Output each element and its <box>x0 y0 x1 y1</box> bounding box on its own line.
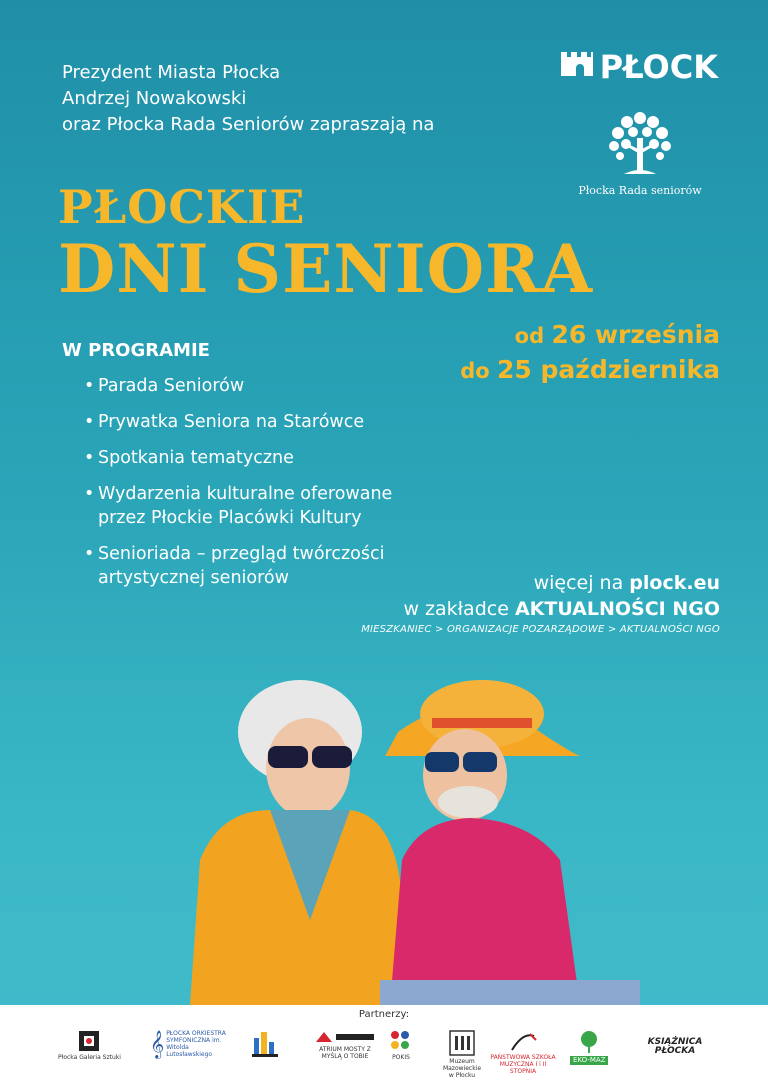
list-item <box>84 410 392 434</box>
more-info <box>361 572 720 635</box>
programme-item-line: • Wydarzenia kulturalne oferowane <box>98 484 393 504</box>
museum-columns-icon <box>449 1030 475 1056</box>
programme-item-line: • Senioriada – przegląd twórczości <box>98 544 385 564</box>
gallery-logo-icon <box>78 1030 100 1052</box>
castle-crown-icon <box>560 48 594 86</box>
more-info-line-2 <box>361 598 720 620</box>
programme-heading: W PROGRAMIE <box>62 340 210 361</box>
title-line-2: DNI SENIORA <box>58 230 594 308</box>
partner-logo <box>640 1038 710 1056</box>
date-to-value: 25 października <box>497 355 720 384</box>
partner-logo <box>310 1030 380 1060</box>
list-item <box>84 542 392 590</box>
programme-item-line: przez Płockie Placówki Kultury <box>98 508 362 528</box>
partner-name: ATRIUM MOSTY Z MYŚLĄ O TOBIE <box>319 1046 371 1060</box>
partner-name: PAŃSTWOWA SZKOŁA MUZYCZNA I i II STOPNIA <box>490 1054 556 1075</box>
partner-name: Muzeum Mazowieckie w Płocku <box>442 1058 482 1079</box>
partner-logo <box>440 1030 484 1079</box>
partner-logo <box>488 1030 558 1075</box>
ngo-news-link[interactable]: AKTUALNOŚCI NGO <box>514 598 720 620</box>
partner-logo <box>150 1030 236 1058</box>
music-school-icon <box>508 1030 538 1052</box>
more-info-line-1 <box>361 572 720 594</box>
intro-line-3: oraz Płocka Rada Seniorów zapraszają na <box>62 114 435 135</box>
plock-logo-text: PŁOCK <box>599 48 718 86</box>
date-from <box>460 318 720 353</box>
navigation-path: MIESZKANIEC > ORGANIZACJE POZARZĄDOWE > AKTUALNOŚCI NGO <box>361 624 720 635</box>
site-link[interactable]: plock.eu <box>629 572 720 594</box>
partners-label: Partnerzy: <box>358 1009 410 1020</box>
event-dates <box>460 318 720 388</box>
more-prefix: więcej na <box>533 572 624 594</box>
tab-prefix: w zakładce <box>403 598 509 620</box>
partner-name: PŁOCKA ORKIESTRA SYMFONICZNA im. Witolda Lutosławskiego <box>166 1030 226 1058</box>
partner-name: Płocka Galeria Sztuki <box>58 1054 121 1061</box>
programme-item-line: • Prywatka Seniora na Starówce <box>98 412 365 432</box>
intro-line-2: Andrzej Nowakowski <box>62 88 247 109</box>
pokis-dots-icon <box>390 1030 412 1052</box>
programme-item-line: • Parada Seniorów <box>98 376 245 396</box>
eko-maz-tree-icon <box>578 1030 600 1054</box>
partner-logo <box>252 1030 278 1060</box>
city-towers-icon <box>252 1030 278 1058</box>
intro-line-1: Prezydent Miasta Płocka <box>62 62 281 83</box>
programme-list <box>84 374 392 602</box>
list-item <box>84 446 392 470</box>
rada-caption: Płocka Rada seniorów <box>578 184 702 197</box>
date-from-value: 26 września <box>551 320 720 349</box>
tree-icon <box>600 161 680 180</box>
date-to <box>460 353 720 388</box>
partner-name: POKIS <box>392 1054 410 1061</box>
date-to-prefix: do <box>460 359 490 383</box>
treble-clef-icon: 𝄞 <box>150 1030 165 1058</box>
seniors-photo <box>150 660 650 1005</box>
event-title <box>58 180 594 308</box>
partner-logo <box>58 1030 121 1061</box>
atrium-mosty-icon <box>314 1030 376 1044</box>
list-item <box>84 374 392 398</box>
list-item <box>84 482 392 530</box>
intro-text <box>62 60 434 138</box>
partner-logo <box>390 1030 412 1061</box>
programme-item-line: • Spotkania tematyczne <box>98 448 294 468</box>
partner-name: KSIĄŻNICA PŁOCKA <box>647 1037 703 1056</box>
plock-logo <box>560 48 718 86</box>
partner-logo <box>570 1030 608 1065</box>
programme-item-line: artystycznej seniorów <box>98 568 289 588</box>
date-from-prefix: od <box>514 324 545 348</box>
title-line-1: PŁOCKIE <box>58 180 306 234</box>
partner-name: EKO-MAZ <box>570 1056 608 1065</box>
